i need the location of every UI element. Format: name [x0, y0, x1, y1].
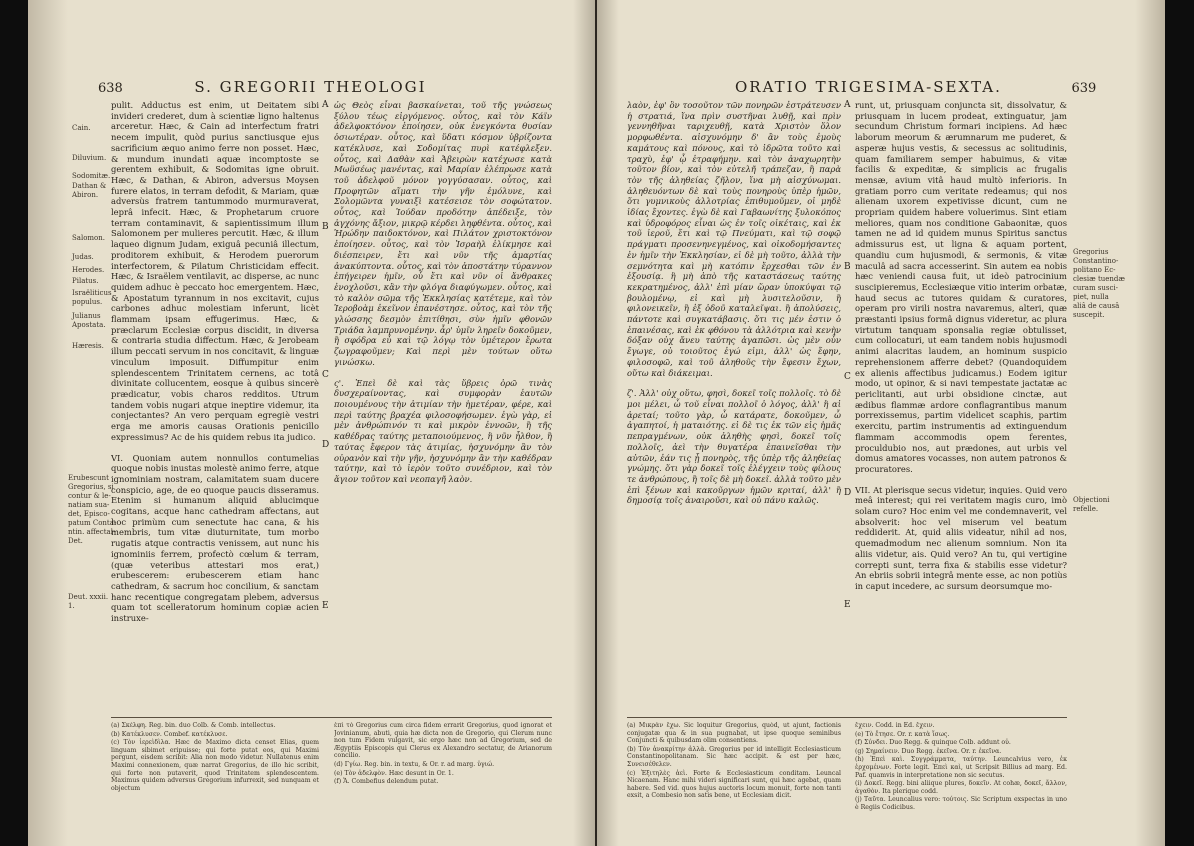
- margin-note: Sodomitæ.: [72, 172, 111, 180]
- footnote: (i) Δοκεῖ. Regg. bini aliique plures, δοκεῖν. At cohæ, δοκεῖ, ἄλλον, ἀγαθὸν. Ita plerique codd.: [855, 780, 1067, 795]
- left-page-header: [98, 78, 427, 96]
- section-letter: B: [322, 222, 329, 232]
- footnote: (b) Τὸν ἀνακρίτην ἀλλὰ. Gregorius per id intelligit Ecclesiasticum Constantinopolitanam. Sic hæc accipit. & est per hæc, Συνεισέθελεν.: [627, 745, 841, 768]
- right-page: [597, 0, 1165, 846]
- margin-note: Gregorius, si: [68, 483, 114, 491]
- margin-note: Julianus: [72, 312, 101, 320]
- margin-note: patum Conta-: [68, 519, 117, 527]
- footnote: (c) Τὸν ἱερεὶδὶλα. Hæc de Maximo dicta censet Elias, quem linguam sibimet eripuisse; qui forte putat eos, qui Maximi pergunt, eisdem scribit: Alia non modo videtur. Nullatenus enim Maximi connexionem, quæ narrat Gregorius, de illo hic scribit, qui forte non putaverit, quod Trinitatem splendescentem. Maximus quidem adversus Gregorium infurrexit, sed nunquam et objectum: [111, 739, 319, 792]
- section-letter: A: [844, 100, 851, 110]
- footnote: ἔχειν. Codd. in Ed. ἔχειν.: [855, 722, 935, 729]
- footnote: (h) Ἐπεὶ καὶ. Συγγράμματα, ταύτην. Leuncalvius vero, ἐκ ἐρχομένων. Forte legit. Ἐπεὶ καὶ, ut Scripsit Billius ad marg. Ed. Paf. quamvis in interpretatione non sic secutus.: [855, 756, 1067, 779]
- margin-note: piet, nulla: [1073, 293, 1109, 301]
- right-greek-column: [627, 100, 841, 712]
- margin-note: curam susci-: [1073, 284, 1119, 292]
- footnote: (b) Κατέκλυσεν. Combef. κατέκλυσε.: [111, 730, 228, 738]
- margin-note: Objectioni: [1073, 496, 1110, 504]
- footnote: (e) Τὸν ἀδελφὸν. Hæc desunt in Or. 1.: [334, 769, 454, 777]
- footnote: (c) Ἐξιτηλὲς ἀεὶ. Forte & Ecclesiasticum conditam. Leuncal Nicaenam. Hanc mihi videri significari sunt, qui hæc agebat, quam habere. Sed vid. quos hujus auctoris locum monuit, forte non tanti exsit, a Combesio non satis bene, ut Ecclesiam dicit.: [627, 769, 841, 800]
- footnote: (d) Γγίω. Reg. bin. in textu, & Or. r. ad marg. ὑγιώ.: [334, 760, 495, 768]
- margin-note: 1.: [68, 602, 75, 610]
- margin-note: Judas.: [72, 253, 94, 261]
- section-letter: E: [322, 601, 329, 611]
- greek-paragraph: ζ'. Ἀλλ' οὐχ οὕτω, φησὶ, δοκεῖ τοῖς πολλοῖς. τὸ δὲ μοι μέλει, ὦ τοῦ εἶναι πολλοῖ ὁ λόγος, ἀλλ' ἢ αἱ ἀρεταί; τοῦτο γὰρ, ὦ κατάρατε, δοκοῦμεν, ὦ ἀγαπητοί, ἡ ματαιότης. εἰ δὲ τις ἐκ τῶν εἰς ἡμᾶς πεπραγμένων, οὐκ ἀληθὴς φησὶ, δοκεῖ τοῖς πολλοῖς, ἀεὶ τὴν θυγατέρα ἐπαινεῖσθαι τὴν αὐτῶν, ἐάν τις ᾖ πονηρὸς, τῆς ὑπὲρ τῆς ἀληθείας γνώμης. ὅτι γὰρ δοκεῖ τοῖς ἐλέγχειν τοὺς φίλους τε ἀνθρώπους, ἢ τοῖς δὲ μὴ δοκεῖ. ἀλλὰ τοῦτο μὲν ἐπὶ ξένων καὶ κακοῦργων ἡμῶν κριταί, ἀλλ' ἢ δημοσίᾳ τοῖς ἀναιροῦσι, καὶ οὐ πάνυ καλῶς.: [627, 388, 841, 506]
- margin-note: Constantino-: [1073, 257, 1119, 265]
- margin-note: clesiæ tuendæ: [1073, 275, 1125, 283]
- left-greek-footnotes: [334, 722, 552, 832]
- margin-note: Gregorius: [1073, 248, 1109, 256]
- left-greek-column: [334, 100, 552, 712]
- right-latin-footnotes: [855, 722, 1067, 832]
- margin-note: refelle.: [1073, 505, 1099, 513]
- greek-paragraph: ς'. Ἐπεὶ δὲ καὶ τὰς ὕβρεις ὁρῶ τινὰς δυσχεραίνοντας, καὶ συμφορὰν ἑαυτῶν ποιουμένους τὴν ἀτιμίαν τὴν ἡμετέραν, φέρε, καὶ περὶ ταύτης βραχέα φιλοσοφήσωμεν. ἐγὼ γὰρ, εἰ μὲν ἀνθρώπινόν τι καὶ μικρὸν ἐννοῶν, ἢ τῆς καθέδρας ταύτης μεταποιούμενος, ἢ νῦν ἦλθον, ἢ ταύτας ἔφερον τὰς ἀτιμίας, ἠσχυνόμην ἂν τὸν οὐρανὸν καὶ τὴν γῆν, ἠσχυνόμην ἂν τὴν καθέδραν ταύτην, καὶ τὸ ἱερὸν τοῦτο συνέδριον, καὶ τὸν ἅγιον τοῦτον καὶ νεοπαγῆ λαὸν.: [334, 377, 552, 484]
- margin-note: Erubescunt: [68, 474, 109, 482]
- margin-note: natiam sua-: [68, 501, 110, 509]
- margin-note: Salomon.: [72, 234, 106, 242]
- margin-note: contur & le-: [68, 492, 111, 500]
- margin-note: Israëliticus: [72, 289, 112, 297]
- latin-paragraph: VI. Quoniam autem nonnullos contumelias quoque nobis inustas molestè animo ferre, atque ignominiam nostram, calamitatem suam ducere conspicio, age, de eo quoque paucis disseramus. Etenim si humanum aliquid ablucimque cogitans, acque hanc cathedram affectans, aut hoc primùm cum senectute hac cana, & his membris, tum vitæ diuturnitate, tum morbo rugatis atque contractis venissem, aut nunc his ignominiis ferrem, profectò cœlum & terram, (quæ veteribus attestari mos erat,) erubescerem: erubescerem etiam hanc cathedram, & sacrum hoc concilium, & sanctam hanc recentique congregatam plebem, adversus quam tot scelleratorum hominum copiæ acien instruxe-: [111, 452, 319, 624]
- margin-note: ntin. affectal-: [68, 528, 116, 536]
- margin-note: aliâ de causâ: [1073, 302, 1120, 310]
- section-letter: A: [322, 100, 329, 110]
- footnote-divider: [111, 717, 552, 718]
- right-page-edge-shade: [1135, 0, 1165, 846]
- right-page-header: [735, 78, 1096, 96]
- greek-paragraph: ὡς Θεὸς εἶναι βασκαίνεται, τοῦ τῆς γνώσεως ξύλου τέως εἰργόμενος. οὗτος, καὶ τὸν Κάϊν ἀδελφοκτόνον ἐποίησεν, οὐκ ἐνεγκόντα θυσίαν ὁσιωτέραν. οὗτος, καὶ ὕδατι κόσμον ὑβρίζοντα κατέκλυσε, καὶ Σοδομίτας πυρὶ κατέφλεξεν. οὗτος, καὶ Δαθὰν καὶ Ἀβειρὼν κατέχωσε κατὰ Μωϋσέως μανέντας, καὶ Μαρίαν ἐλέπρωσε κατὰ τοῦ ἀδελφοῦ μόνον γογγύσασαν. οὗτος, καὶ Προφητῶν αἵματι τὴν γῆν ἐμόλυνε, καὶ Σολομῶντα γυναιξὶ κατέσεισε τὸν σοφώτατον. οὗτος, καὶ Ἰούδαν προδότην ἀπέδειξε, τὸν ἀγχόνης ἄξιον, μικρῷ κέρδει ληφθέντα. οὗτος, καὶ Ἡρώδην παιδοκτόνον, καὶ Πιλάτον χριστοκτόνον ἐποίησεν. οὗτος, καὶ τὸν Ἰσραὴλ ἐλίκμησε καὶ διέσπειρεν, ἔτι καὶ νῦν τῆς ἁμαρτίας ἀνακύπτοντα. οὗτος, καὶ τὸν ἀποστάτην τύραννον ἐπήγειρεν ἡμῖν, οὗ ἔτι καὶ νῦν οἱ ἄνθρακες ἐνοχλοῦσι, κἂν τὴν φλόγα διαφύγωμεν. οὗτος, καὶ τὸ καλὸν σῶμα τῆς Ἐκκλησίας κατέτεμε, καὶ τὸν Ἱεροβοὰμ ἐκεῖνον ἐπανέστησε. οὗτος, καὶ τὸν τῆς γλώσσης δεσμὸν ἐπιτίθησι, σὺν ἡμῖν φθονῶν Τριάδα λαμπρυνομένην. ἆρ' ὑμῖν ληρεῖν δοκοῦμεν, ἢ σφόδρα εὖ καὶ τῷ λόγῳ τὸν ὑμέτερον ἔρωτα ζωγραφοῦμεν; Καὶ περὶ μὲν τούτων οὕτω γινώσκω.: [334, 100, 552, 367]
- right-running-head: ORATIO TRIGESIMA-SEXTA.: [735, 78, 1002, 96]
- margin-note: Dathan &: [72, 182, 107, 190]
- left-page: [28, 0, 595, 846]
- greek-paragraph: λαὸν, ἐφ' ὃν τοσοῦτον τῶν πονηρῶν ἐστράτευσεν ἡ στρατιά, ἵνα πρὶν συστῆναι λυθῇ, καὶ πρὶν γεννηθῆναι ταριχευθῇ, κατὰ Χριστὸν ὅλον μορφωθέντα. αἰσχυνόμην δ' ἂν τοὺς ἐμοὺς καμάτους καὶ πόνους, καὶ τὸ ἱδρῶτα τοῦτο καὶ τραχὺ, ἐφ' ᾧ ἐτραφήμην. καὶ τὸν ἀναχωρητὴν τοῦτον βίον, καὶ τὸν εὐτελῆ τράπεζαν, ἢ παρὰ τὸν τῆς ἀληθείας ζῆλον, ἵνα μὴ αἰσχύνωμαι. ἀληθευόντων δὲ καὶ τοὺς πονηροὺς ὑπὲρ ἡμῶν, ὅτι γυμνικοὺς ἀλλοτρίας ἐπιθυμοῦμεν, οἱ μηδὲ ἰδίας ἔχοντες. ἐγὼ δὲ καὶ Γαβαωνίτης ξυλοκόπος καὶ ὑδροφόρος εἶναι ὡς ἐν τοῖς οἰκέταις, καὶ ἐκ τοῦ ἱεροῦ, ἔτι καὶ τῷ Πνεύματι, καὶ τῷ σοφῷ πράγματι προσενηνεγμένος, καὶ οἰκοδομήσαντες ἐν ἡμῖν τὴν Ἐκκλησίαν, εἰ δὲ μὴ τοῦτο, ἀλλὰ τὴν σεμνότητα καὶ μὴ κατόπιν ἔρχεσθαι τῶν ἐν ἐξουσίᾳ. ἢ μὴ ἀπὸ τῆς καταστάσεως ταύτης κεκρατημένος, ἀλλ' ἐπὶ μίαν ὥραν ὑποκύψαι τῷ βουλομένῳ, εἰ καὶ μὴ λυσιτελοῦσιν, ἢ φιλονεικεῖν, ἢ ἐξ ὁδοῦ καταλεῖψαι. ἢ ἀπολύσεις, πάντοτε καὶ συγκατάβασις. ὅτι τις μέν ἐστιν ὁ ἐπαινέσας, καὶ ἐκ φθόνου τὰ ἀλλότρια καὶ κενὴν δόξαν οὐχ ἄνευ ταύτης ἀγαπῶσι. ὡς μὲν οὖν ἔγωγε, οὐ τοιοῦτος ἐγώ εἰμι, ἀλλ' ὡς ἔφην, φιλοσοφῶ, καὶ τοῦ ἀληθοῦς τὴν ἔφεσιν ἔχων, οὕτω καὶ διάκειμαι.: [627, 100, 841, 378]
- margin-note: suscepit.: [1073, 311, 1105, 319]
- left-latin-column: [111, 100, 319, 712]
- right-gutter-shade: [597, 0, 619, 846]
- section-letter: D: [322, 440, 330, 450]
- footnote: (f) Σύνδει. Duo Regg. & quinque Colb. addunt οὐ.: [855, 739, 1011, 747]
- section-letter: D: [844, 488, 852, 498]
- latin-paragraph: VII. At plerisque secus videtur, inquies. Quid vero meâ interest; qui rei veritatem magis curo, imò solam curo? Hoc enim vel me condemnaverit, vel absolverit: hoc vel miserum vel beatum reddiderit. At, quid aliis videatur, nihil ad nos, quemadmodum nec alienum somnium. Non ita aliis videtur, ais. Quid vero? An tu, qui vertigine correpti sunt, terra fixa & stabilis esse videtur? An ebriis sobrii integrâ mente esse, ac non potiùs in caput incedere, ac sursum deorsumque mo-: [855, 484, 1067, 591]
- right-page-number: 639: [1071, 81, 1097, 96]
- margin-note: Det.: [68, 537, 83, 545]
- footnote-divider: [627, 717, 1067, 718]
- left-page-number: 638: [98, 81, 123, 96]
- left-latin-footnotes: [111, 722, 319, 832]
- section-letter: C: [844, 372, 851, 382]
- margin-note: det, Episco-: [68, 510, 110, 518]
- section-letter: B: [844, 262, 851, 272]
- margin-note: Apostata.: [72, 321, 106, 329]
- footnote: (j) Ταῦτα. Leuncalius vero: τούτοις. Sic Scriptum exspectas in uno è Regiis Codicibus.: [855, 796, 1067, 811]
- footnote: (a) Σκέλφη. Reg. bin. duo Colb. & Comb. intellectus.: [111, 722, 276, 729]
- margin-note: Diluvium.: [72, 154, 107, 162]
- margin-note: Herodes.: [72, 266, 105, 274]
- footnote: (a) Μικρὰν ἔχω. Sic loquitur Gregorius, quòd, ut ajunt, factionis conjugatæ qua & in sua pugnabat, ut ipse quoque seminibus Conjuncti & quibusdam olim consentiens.: [627, 722, 841, 745]
- margin-note: Cain.: [72, 124, 91, 132]
- margin-note: Abiron.: [72, 191, 99, 199]
- margin-note: Deut. xxxii.: [68, 593, 109, 601]
- section-letter: C: [322, 370, 329, 380]
- latin-paragraph: pulit. Adductus est enim, ut Deitatem sibi invideri crederet, dum à scientiæ ligno haltenus arceretur. Hæc, & Cain ad interfectum fratri necem impulit, quòd purius sanctiusque ejus sacrificium æquo animo ferre non posset. Hæc, & mundum inundati aquæ incomptoste se gerentem exhibuit, & Sodomitas igne obruit. Hæc, & Dathan, & Abiron, adversus Moysen furere elatos, in terram defodit, & Mariam, quæ adversùs fratrem tantummodo murmuraverat, leprâ infecit. Hæc, & Prophetarum cruore terram contaminavit, & sapientissimum illum Salomonem per mulieres percutit. Hæc, & illum laqueo dignum Judam, exiguâ pecuniâ illectum, proditorem exhibuit, & Herodem puerorum interfectorem, & Pilatum Christicidam effecit. Hæc, & Israëlem ventilavit, ac disperse, ac nunc quidem adhuc è peccato hoc emergentem. Hæc, & Apostatum tyrannum in nos excitavit, cujus carbones adhuc molestiam inferunt, licèt flammam ipsam effugerimus. Hæc, & præclarum Ecclesiæ corpus discidit, in diversa & contraria studia diffectum. Hæc, & Jerobeam illum peccati servum in nos concitavit, & linguæ vinculum imposuit. Diffumpitur enim splendescentem Trinitatem cernens, ac totâ divinitate collucentem, eosque à quibus sincerè prædicatur, vobis charos redditos. Utrum tandem vobis nugari atque ineptire videmur, ita conjectantes? An vero perquam egregiè vestri erga me amoris causas Orationis penicillo expressimus? Ac de his quidem rebus ita judico.: [111, 100, 319, 442]
- footnote: (g) Σημαίνειν. Duo Regg. ἐκεῖνα. Or. r. ἐκεῖνα.: [855, 747, 1002, 755]
- left-running-head: S. GREGORII THEOLOGI: [194, 78, 427, 96]
- margin-note: populus.: [72, 298, 103, 306]
- footnote: (f) Ἄ. Combefius delendum putat.: [334, 778, 439, 786]
- right-latin-column: [855, 100, 1067, 712]
- left-gutter-shade: [573, 0, 595, 846]
- footnote: (e) Τὸ ἔτησε. Or. r. κατὰ ἴσως.: [855, 730, 950, 738]
- margin-note: Hæresis.: [72, 342, 104, 350]
- latin-paragraph: runt, ut, priusquam conjuncta sit, dissolvatur, & priusquam in lucem prodeat, extinguatur, jam secundum Christum formari incipiens. Ad hæc laborum meorum & ærumnarum me puderet, & asperæ hujus vestis, & secessus ac solitudinis, quam familiarem semper habuimus, & vitæ facilis & expeditæ, & simplicis ac frugalis mensæ, avium vitâ haud multò inferioris. In gratiam porro cum veritate redeamus; qui nos alienam uxorem expetivisse dicunt, cum ne propriam quidem habere voluerimus. Sint etiam meliores, quam nos conditione Gabaonitæ, quos tamen ne ad id quidem munus Spiritus sanctus admissurus est, ut ligna & aquam portent, quandiu cum hujusmodi, & sermonis, & vitæ maculâ ad sacra accesserint. Sin autem ea nobis hæc veniendi causa fuit, ut ideò patrocinium suscipieremus, Ecclesiæque vitio interim orbatæ, haud secus ac tutores quidam & curatores, operam pro virili nostra navaremus, alteri, quæ præstanti ipsius formâ dignus videretur, ac plura virtutum tanquam sponsalia regiæ obtulisset, cum collocaturi, ut eam tandem nobis hujusmodi animi alacritas laudem, an hominum suspicio reprehensionem afferre debet? (Quandoquidem ex alienis affectibus judicamus.) Eodem igitur modo, ut opinor, & si navi tempestate jactatæ ac periclitanti, aut urbi obsidione cinctæ, aut ædibus flammæ ardore conflagrantibus manum porrexissemus, partim videlicet scaphis, partim exercitu, partim instrumentis ad extinguendum flammam accommodis opem ferentes, proculdubio nos, aut prædones, aut urbis vel domus amatores vocasses, non autem patronos & procuratores.: [855, 100, 1067, 474]
- margin-note: Pilatus.: [72, 277, 99, 285]
- left-page-edge-shade: [28, 0, 68, 846]
- section-letter: E: [844, 600, 851, 610]
- footnote: ἐπὶ τὸ Gregorius cum circa fidem errarit Gregorius, quod ignorat et Jovinianum, abuti, quia hæ dicta non de Gregorio, qui Clerum nunc non tum Fidem vulgavit, sic ergo hæc non ad Gregorium, sed de Ægyptiis Episcopis qui Clerus ex Alexandro sectatur, de Arianorum concilio.: [334, 722, 552, 760]
- right-greek-footnotes: [627, 722, 841, 832]
- margin-note: politano Ec-: [1073, 266, 1116, 274]
